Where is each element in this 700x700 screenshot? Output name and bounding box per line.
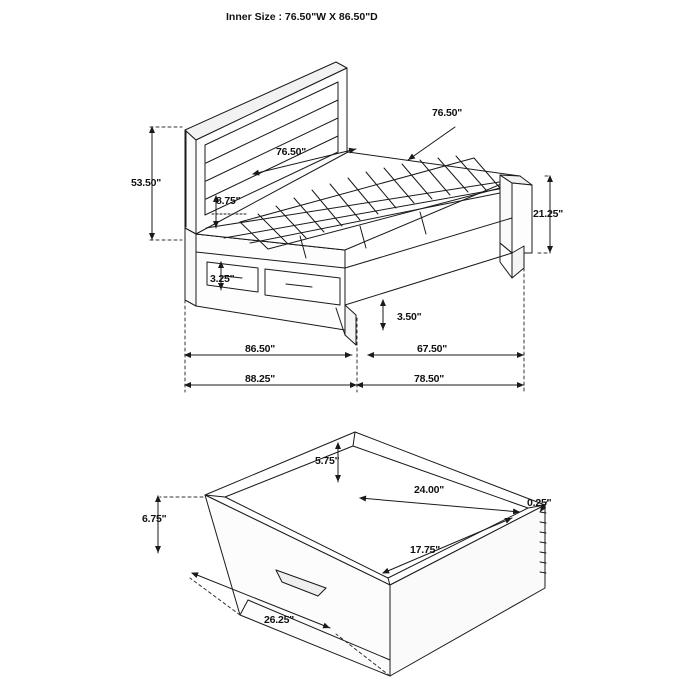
dim-footboard-height: 21.25" bbox=[533, 208, 564, 220]
dim-overall-right: 78.50" bbox=[414, 373, 445, 385]
dim-drawer-height: 6.75" bbox=[142, 513, 167, 525]
dim-drawer-inner-width: 24.00" bbox=[414, 484, 445, 496]
dim-slat-width-top: 76.50" bbox=[276, 146, 307, 158]
dim-depth-right: 67.50" bbox=[417, 343, 448, 355]
dim-depth-left: 86.50" bbox=[245, 343, 276, 355]
dim-drawer-inner-side: 17.75" bbox=[410, 544, 441, 556]
dim-rail-height: 8.75" bbox=[216, 195, 241, 207]
inner-size-title: Inner Size : 76.50"W X 86.50"D bbox=[226, 11, 378, 23]
dim-drawer-thickness: 0.25" bbox=[527, 497, 552, 509]
dim-drawer-width: 26.25" bbox=[264, 614, 295, 626]
dim-drawer-face-height: 3.25" bbox=[210, 273, 235, 285]
dim-drawer-inner-depth: 5.75" bbox=[315, 455, 340, 467]
dim-slat-width-right: 76.50" bbox=[432, 107, 463, 119]
dim-clearance-height: 3.50" bbox=[397, 311, 422, 323]
dim-overall-left: 88.25" bbox=[245, 373, 276, 385]
dim-headboard-height: 53.50" bbox=[131, 177, 162, 189]
